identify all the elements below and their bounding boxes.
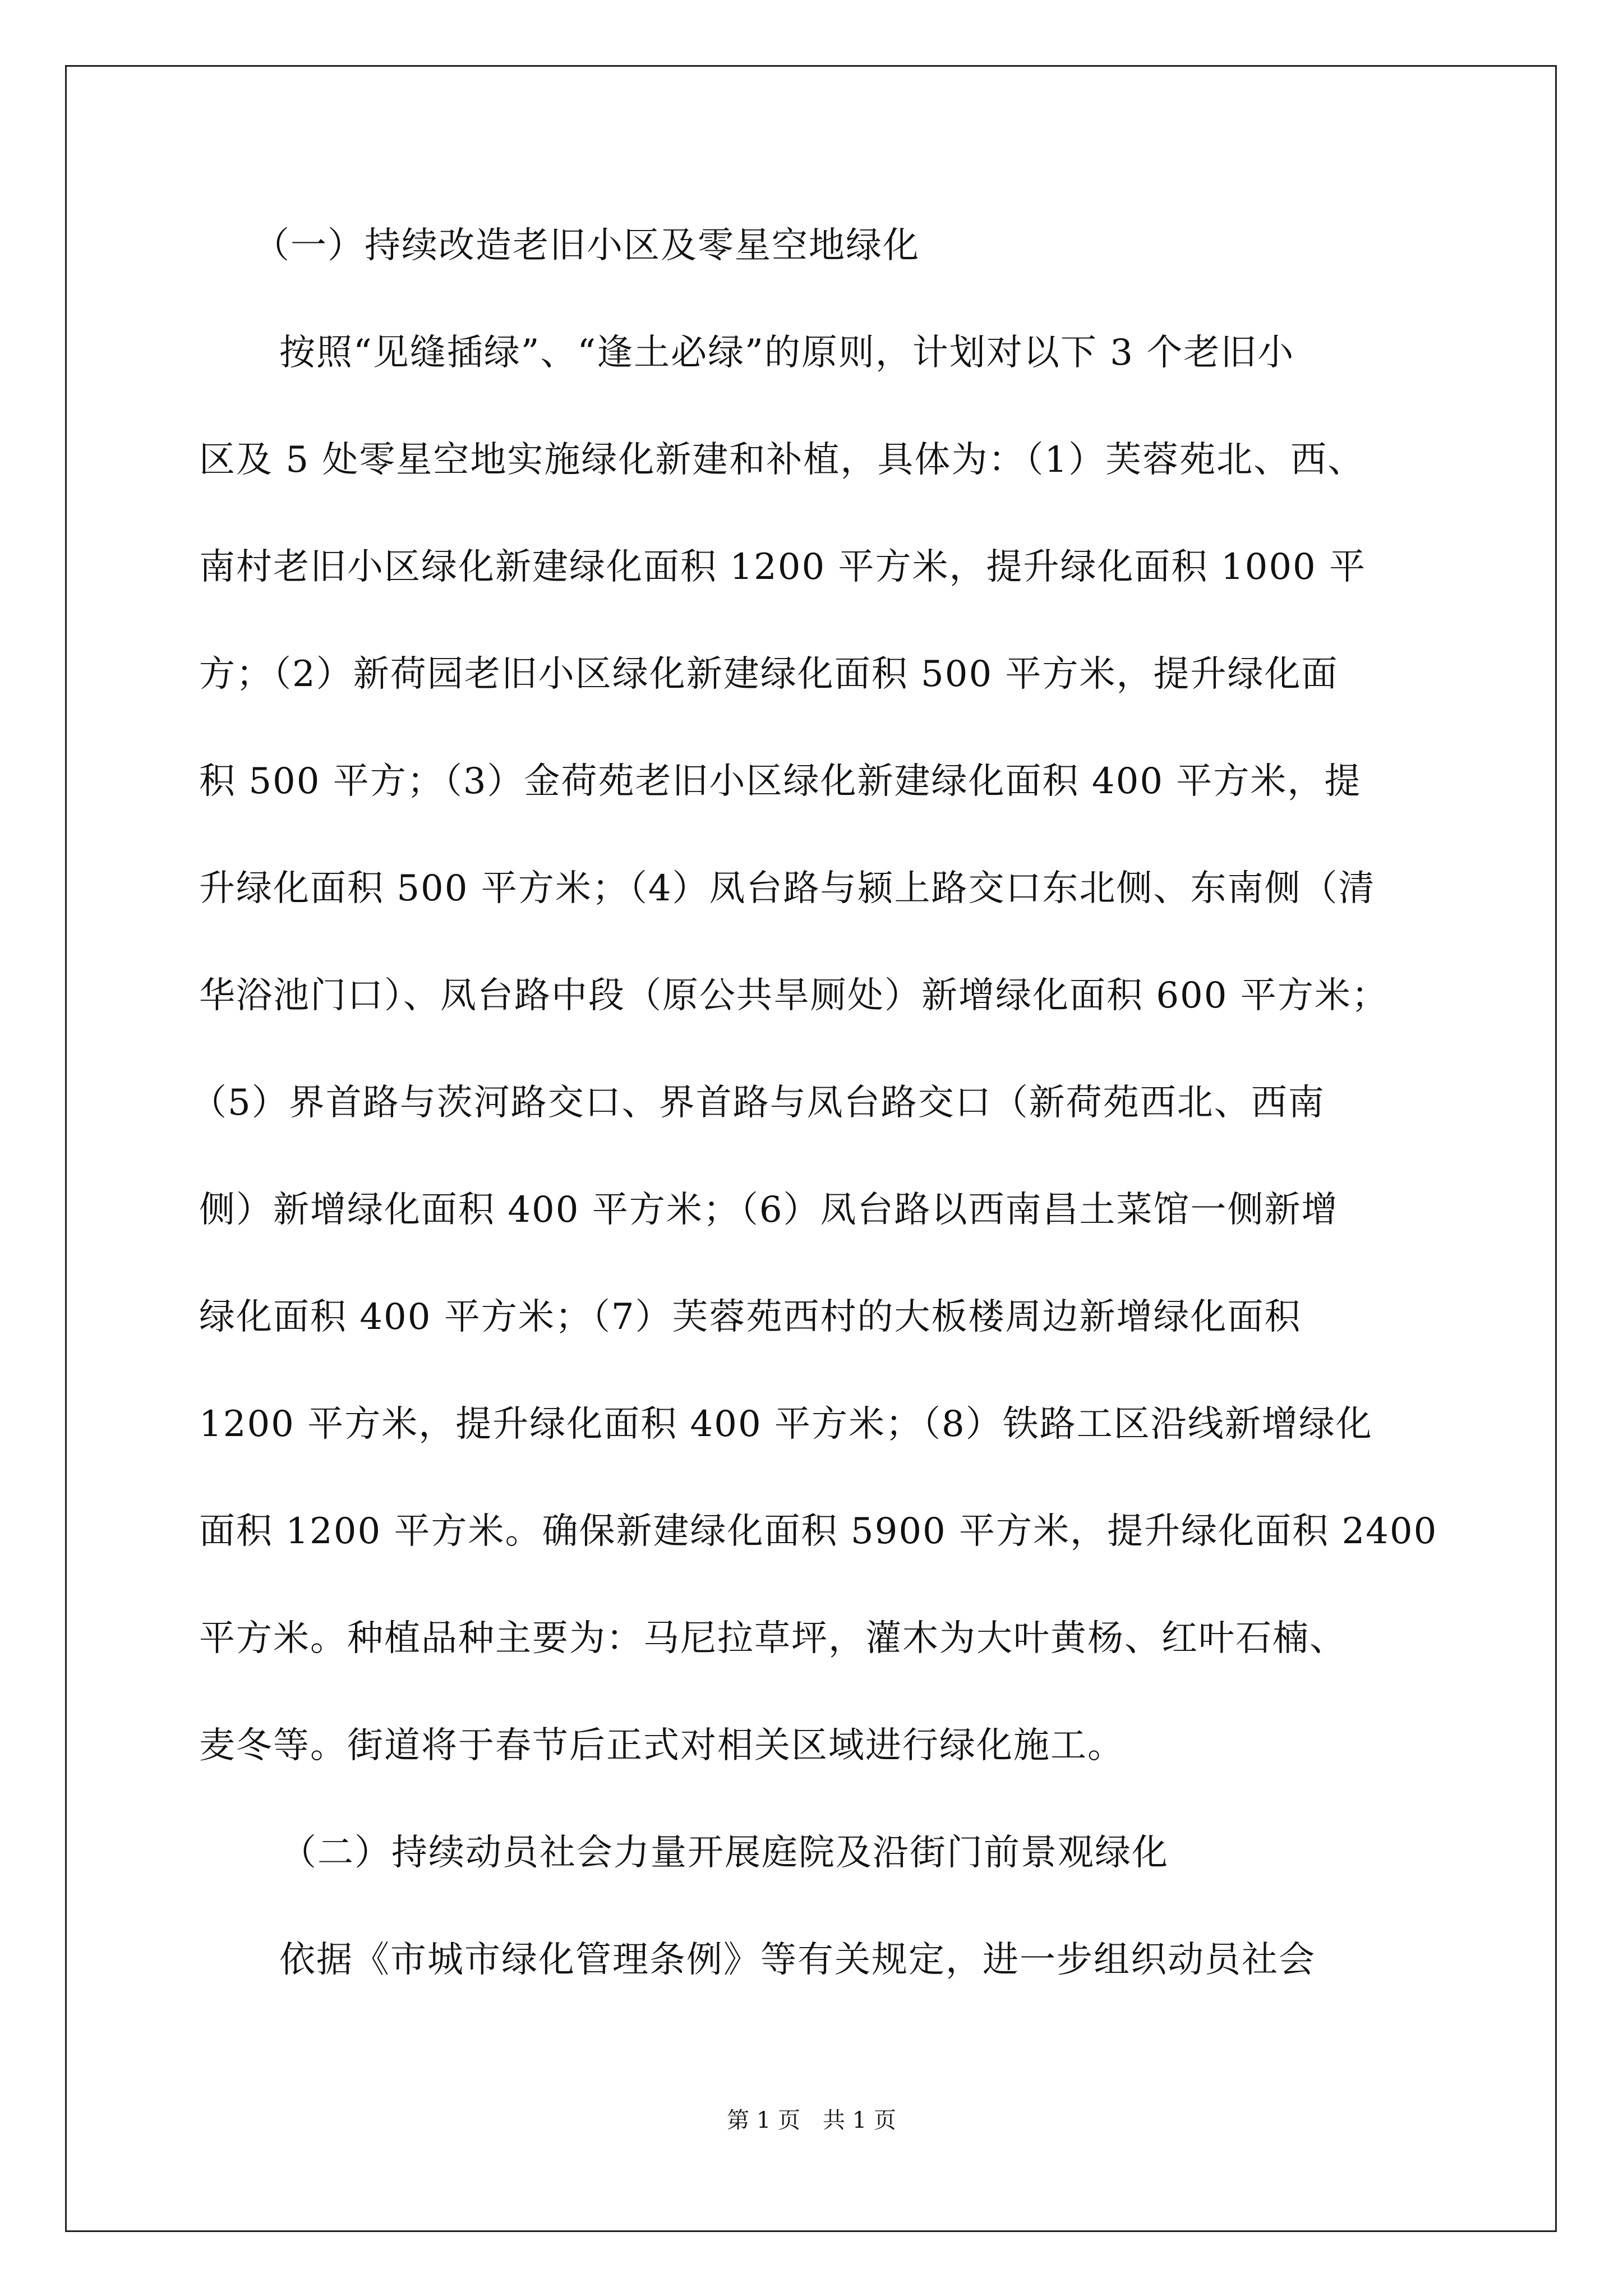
paragraph-line: （5）界首路与茨河路交口、界首路与凤台路交口（新荷苑西北、西南 — [191, 1082, 1325, 1124]
paragraph-line: 区及 5 处零星空地实施绿化新建和补植，具体为：（1）芙蓉苑北、西、 — [199, 439, 1365, 481]
page-number-footer: 第 1 页 共 1 页 — [727, 2108, 896, 2133]
paragraph-line: 绿化面积 400 平方米；（7）芙蓉苑西村的大板楼周边新增绿化面积 — [199, 1296, 1302, 1338]
paragraph-line: 侧）新增绿化面积 400 平方米；（6）凤台路以西南昌土菜馆一侧新增 — [199, 1189, 1339, 1231]
page-border — [65, 65, 1557, 2232]
paragraph-line: 华浴池门口）、凤台路中段（原公共旱厕处）新增绿化面积 600 平方米； — [199, 975, 1389, 1016]
paragraph-line: 积 500 平方；（3）金荷苑老旧小区绿化新建绿化面积 400 平方米，提 — [199, 761, 1362, 802]
paragraph-line: 平方米。种植品种主要为：马尼拉草坪，灌木为大叶黄杨、红叶石楠、 — [199, 1618, 1347, 1659]
paragraph-line: 南村老旧小区绿化新建绿化面积 1200 平方米，提升绿化面积 1000 平 — [199, 546, 1367, 588]
paragraph-line: 1200 平方米，提升绿化面积 400 平方米；（8）铁路工区沿线新增绿化 — [199, 1404, 1373, 1445]
paragraph-line: 面积 1200 平方米。确保新建绿化面积 5900 平方米，提升绿化面积 2400 — [199, 1511, 1438, 1552]
paragraph-line: 升绿化面积 500 平方米；（4）凤台路与颍上路交口东北侧、东南侧（清 — [199, 868, 1376, 909]
paragraph-line: 按照“见缝插绿”、“逢土必绿”的原则，计划对以下 3 个老旧小 — [279, 332, 1295, 374]
section-heading-1: （一）持续改造老旧小区及零星空地绿化 — [253, 225, 920, 266]
paragraph-line: 方；（2）新荷园老旧小区绿化新建绿化面积 500 平方米，提升绿化面 — [199, 654, 1339, 695]
paragraph-line: 麦冬等。街道将于春节后正式对相关区域进行绿化施工。 — [199, 1725, 1124, 1766]
paragraph-line: 依据《市城市绿化管理条例》等有关规定，进一步组织动员社会 — [279, 1939, 1316, 1981]
section-heading-2: （二）持续动员社会力量开展庭院及沿街门前景观绿化 — [280, 1832, 1169, 1874]
